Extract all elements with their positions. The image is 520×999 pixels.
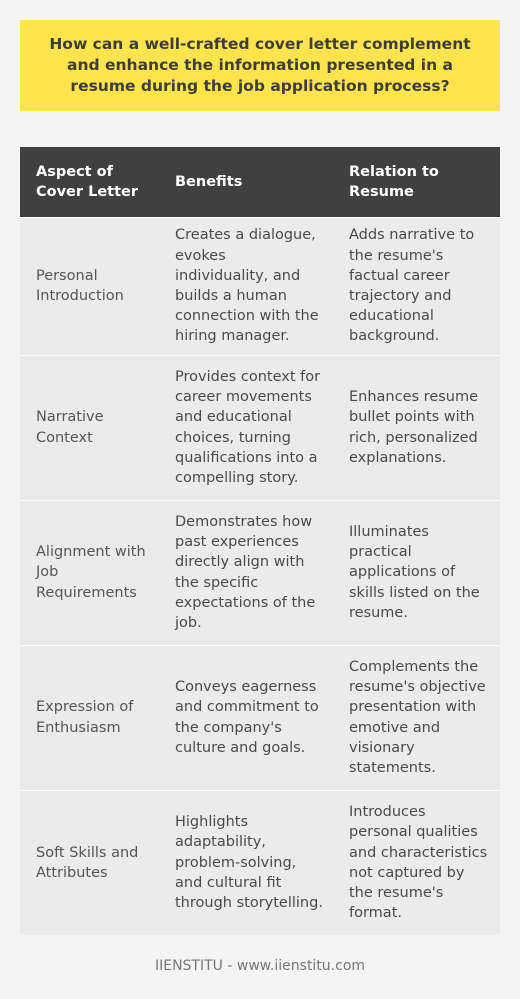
- cell-aspect: Expression of Enthusiasm: [36, 699, 134, 736]
- question-text: How can a well-crafted cover letter complement and enhance the information presented in a resume during the job application process?: [49, 35, 471, 95]
- header-benefits: Benefits: [175, 173, 243, 190]
- cell-aspect: Alignment with Job Requirements: [36, 544, 146, 601]
- cell-aspect: Narrative Context: [36, 409, 104, 446]
- footer-credit: IIENSTITU - www.iienstitu.com: [154, 958, 366, 974]
- cell-benefits: Highlights adaptability, problem-solving, and cultural fit through storytelling.: [175, 814, 323, 912]
- cell-benefits: Demonstrates how past experiences directly align with the specific expectations of the job.: [175, 513, 316, 631]
- cell-relation: Complements the resume's objective presentation with emotive and visionary statements.: [349, 658, 486, 776]
- cell-relation: Illuminates practical applications of skills listed on the resume.: [349, 523, 480, 621]
- table-header-row: [20, 147, 500, 217]
- cell-relation: Enhances resume bullet points with rich, personalized explanations.: [349, 389, 479, 466]
- question-banner: [20, 20, 500, 111]
- table-row: [20, 500, 500, 645]
- cell-relation: Adds narrative to the resume's factual career trajectory and educational background.: [349, 227, 475, 345]
- cell-relation: Introduces personal qualities and characteristics not captured by the resume's format.: [349, 804, 488, 922]
- comparison-table: [20, 147, 500, 935]
- cell-benefits: Creates a dialogue, evokes individuality, and builds a human connection with the hiring manager.: [175, 227, 319, 345]
- header-relation: Relation to Resume: [349, 163, 439, 200]
- table-row: [20, 645, 500, 790]
- table-row: [20, 355, 500, 500]
- cell-benefits: Provides context for career movements and educational choices, turning qualifications into a compelling story.: [175, 368, 321, 486]
- table-row: [20, 790, 500, 935]
- cell-aspect: Soft Skills and Attributes: [36, 844, 139, 881]
- cell-benefits: Conveys eagerness and commitment to the company's culture and goals.: [175, 679, 319, 756]
- header-aspect: Aspect of Cover Letter: [36, 163, 139, 200]
- cell-aspect: Personal Introduction: [36, 267, 124, 304]
- table-row: [20, 217, 500, 355]
